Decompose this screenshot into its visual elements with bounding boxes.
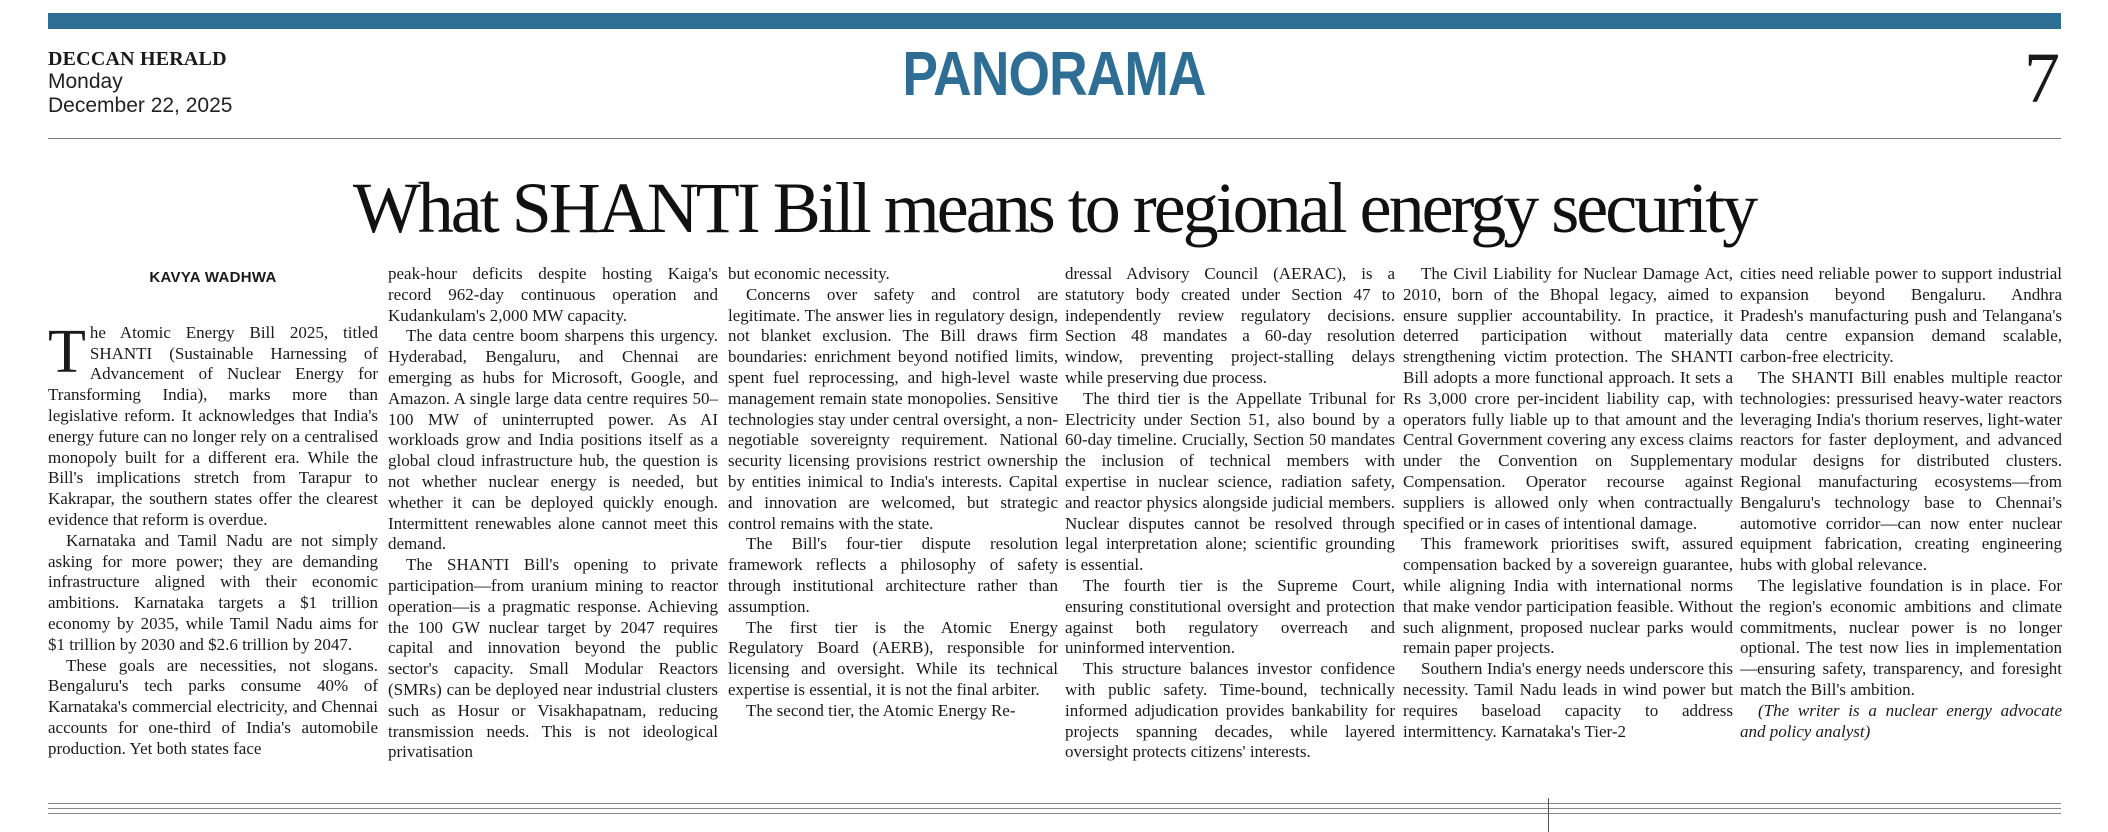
header-rule bbox=[48, 138, 2061, 139]
article-column-3 bbox=[728, 264, 1058, 764]
paragraph: Concerns over safety and control are legitimate. The answer lies in regulatory design, not blanket exclusion. The Bill draws firm boundaries: enrichment beyond notified limits, spent fuel reprocessing, and high-level waste management remain state monopolies. Sensitive technologies stay under central oversight, a non-negotiable sovereignty requirement. National security licensing provisions restrict ownership by entities inimical to India's interests. Capital and innovation are welcomed, but strategic control remains with the state. bbox=[728, 284, 1058, 533]
paragraph: The Atomic Energy Bill 2025, titled SHANTI (Sustainable Harnessing of Advancement of Nuclear Energy for Transforming India), marks more than legislative reform. It acknowledges that India's energy future can no longer rely on a centralised monopoly built for a different era. While the Bill's implications stretch from Tarapur to Kakrapar, the southern states offer the clearest evidence that reform is overdue. bbox=[48, 317, 378, 529]
publication-day: Monday bbox=[48, 70, 123, 93]
article-column-1 bbox=[48, 264, 378, 764]
paragraph: These goals are necessities, not slogans. Bengaluru's tech parks consume 40% of Karnataka's commercial electricity, and Chennai accounts for one-third of India's automobile production. Yet both states face bbox=[48, 655, 378, 758]
paragraph: This structure balances investor confidence with public safety. Time-bound, technically informed adjudication provides bankability for projects spanning decades, while layered oversight protects citizens' interests. bbox=[1065, 659, 1395, 762]
paragraph: The second tier, the Atomic Energy Re- bbox=[746, 700, 1016, 720]
footer-divider bbox=[1548, 798, 1549, 832]
paragraph: The fourth tier is the Supreme Court, ensuring constitutional oversight and protection against both regulatory overreach and uninformed intervention. bbox=[1065, 575, 1395, 658]
drop-cap: T bbox=[48, 317, 86, 386]
byline: KAVYA WADHWA bbox=[149, 269, 277, 286]
footer-rule-1 bbox=[48, 803, 2061, 804]
article-column-5 bbox=[1403, 264, 1733, 764]
footer-rule-2 bbox=[48, 808, 2061, 809]
footer-rule-3 bbox=[48, 813, 2061, 814]
paragraph: The legislative foundation is in place. For the region's economic ambitions and climate commitments, nuclear power is no longer optional. The test now lies in implementation—ensuring safety, transparency, and foresight match the Bill's ambition. bbox=[1740, 575, 2062, 699]
section-color-bar bbox=[48, 13, 2061, 29]
paragraph: peak-hour deficits despite hosting Kaiga's record 962-day continuous operation and Kudankulam's 2,000 MW capacity. bbox=[388, 264, 718, 325]
section-title: PANORAMA bbox=[902, 40, 1206, 109]
paragraph: The SHANTI Bill's opening to private participation—from uranium mining to reactor operation—is a pragmatic response. Achieving the 100 GW nuclear target by 2047 requires capital and innovation beyond the public sector's capacity. Small Modular Reactors (SMRs) can be deployed near industrial clusters such as Hosur or Visakhapatnam, reducing transmission needs. This is not ideological privatisation bbox=[388, 555, 718, 762]
paragraph: dressal Advisory Council (AERAC), is a statutory body created under Section 47 to independently review regulatory decisions. Section 48 mandates a 60-day resolution window, preventing project-stalling delays while preserving due process. bbox=[1065, 264, 1395, 387]
article-column-4 bbox=[1065, 264, 1395, 764]
publication-date: December 22, 2025 bbox=[48, 94, 233, 117]
paragraph: The SHANTI Bill enables multiple reactor technologies: pressurised heavy-water reactors leveraging India's thorium reserves, light-water reactors for faster deployment, and advanced modular designs for distributed clusters. Regional manufacturing ecosystems—from Bengaluru's technology base to Chennai's automotive corridor—can now enter nuclear equipment fabrication, creating engineering hubs with global relevance. bbox=[1740, 367, 2062, 575]
paragraph: This framework prioritises swift, assured compensation backed by a sovereign guarantee, while aligning India with international norms that make vendor participation feasible. Without such alignment, proposed nuclear parks would remain paper projects. bbox=[1403, 534, 1733, 658]
paragraph: The first tier is the Atomic Energy Regulatory Board (AERB), responsible for licensing and oversight. While its technical expertise is essential, it is not the final arbiter. bbox=[728, 617, 1058, 699]
publication-name: DECCAN HERALD bbox=[48, 48, 227, 70]
article-column-6 bbox=[1740, 264, 2062, 764]
paragraph: Southern India's energy needs underscore this necessity. Tamil Nadu leads in wind power but requires baseload capacity to address intermittency. Karnataka's Tier-2 bbox=[1403, 659, 1733, 741]
paragraph: The data centre boom sharpens this urgency. Hyderabad, Bengaluru, and Chennai are emerging as hubs for Microsoft, Google, and Amazon. A single large data centre requires 50–100 MW of uninterrupted power. As AI workloads grow and India positions itself as a global cloud infrastructure hub, the question is not whether nuclear energy is needed, but whether it can be deployed quickly enough. Intermittent renewables alone cannot meet this demand. bbox=[388, 326, 718, 554]
paragraph: The Civil Liability for Nuclear Damage Act, 2010, born of the Bhopal legacy, aimed to ensure supplier accountability. In practice, it deterred participation without materially strengthening victim protection. The SHANTI Bill adopts a more functional approach. It sets a Rs 3,000 crore per-incident liability cap, with operators fully liable up to that amount and the Central Government covering any excess claims under the Convention on Supplementary Compensation. Operator recourse against suppliers is allowed only when contractually specified or in cases of intentional damage. bbox=[1403, 264, 1733, 533]
page-number: 7 bbox=[2024, 38, 2060, 118]
paragraph: The Bill's four-tier dispute resolution framework reflects a philosophy of safety through institutional architecture rather than assumption. bbox=[728, 534, 1058, 616]
article-column-2 bbox=[388, 264, 718, 764]
paragraph: Karnataka and Tamil Nadu are not simply asking for more power; they are demanding infrastructure aligned with their economic ambitions. Karnataka targets a $1 trillion economy by 2035, while Tamil Nadu aims for $1 trillion by 2030 and $2.6 trillion by 2047. bbox=[48, 530, 378, 654]
author-note: (The writer is a nuclear energy advocate and policy analyst) bbox=[1740, 700, 2062, 741]
paragraph: but economic necessity. bbox=[728, 264, 890, 283]
paragraph: The third tier is the Appellate Tribunal for Electricity under Section 51, also bound by a 60-day timeline. Crucially, Section 50 mandates the inclusion of technical members with expertise in nuclear science, radiation safety, and reactor physics alongside judicial members. Nuclear disputes cannot be resolved through legal interpretation alone; scientific grounding is essential. bbox=[1065, 388, 1395, 575]
article-headline: What SHANTI Bill means to regional energy security bbox=[352, 168, 1756, 248]
paragraph: cities need reliable power to support industrial expansion beyond Bengaluru. Andhra Pradesh's manufacturing push and Telangana's data centre expansion demand scalable, carbon-free electricity. bbox=[1740, 264, 2062, 367]
